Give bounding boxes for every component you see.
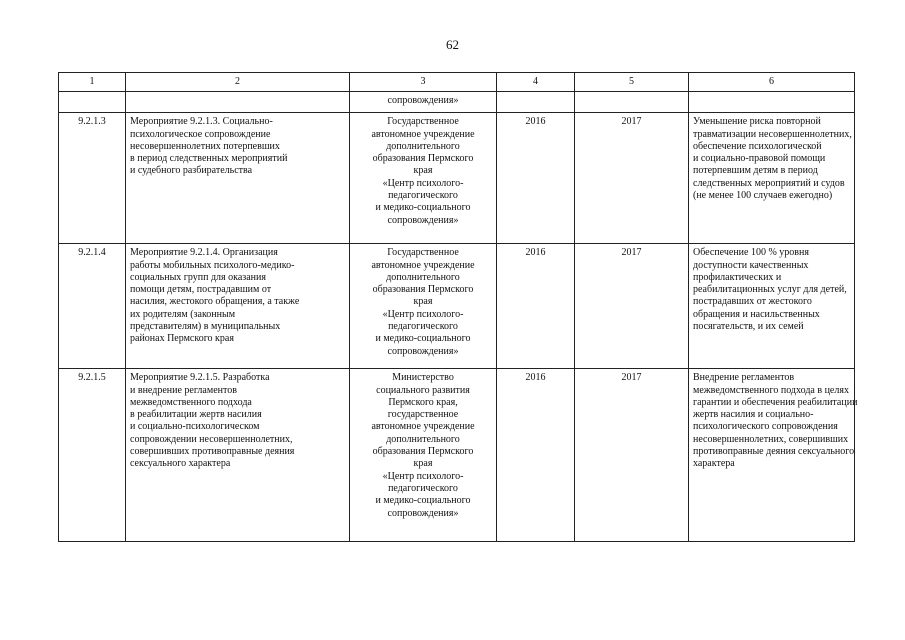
table-row [59, 369, 855, 542]
row-executor-cell-line: социального развития [376, 384, 470, 396]
row-result-cell-line: Внедрение регламентов [693, 372, 795, 384]
row-end-year-cell: 2017 [575, 113, 689, 244]
row-measure-cell-line: сексуального характера [130, 458, 231, 470]
row-result-cell-line: реабилитационных услуг для детей, [693, 284, 847, 296]
row-executor-cell-line: дополнительного [386, 433, 460, 445]
row-measure-cell [126, 113, 350, 244]
row-executor-cell-line: Государственное [387, 247, 459, 259]
table-row [59, 244, 855, 369]
row-result-cell-line: обеспечение психологической [693, 140, 822, 152]
row-code-cell: 9.2.1.5 [59, 369, 126, 542]
row-measure-cell-line: Мероприятие 9.2.1.3. Социально- [130, 116, 273, 128]
row-measure-cell-line: сопровождении несовершеннолетних, [130, 433, 293, 445]
row-executor-cell-line: «Центр психолого- [382, 177, 464, 189]
header-col-3: 3 [350, 73, 497, 92]
row-executor-cell-line: автономное учреждение [371, 421, 475, 433]
row-measure-cell-line: Мероприятие 9.2.1.4. Организация [130, 247, 278, 259]
row-executor-cell-line: «Центр психолого- [382, 470, 464, 482]
header-col-6: 6 [689, 73, 855, 92]
row-executor-cell-line: края [413, 458, 433, 470]
cont-result-cell [689, 92, 855, 113]
cont-code-cell [59, 92, 126, 113]
row-measure-cell-line: совершивших противоправные деяния [130, 446, 295, 458]
row-result-cell-line: потерпевшим детям в период [693, 165, 818, 177]
row-result-cell-line: следственных мероприятий и судов [693, 177, 845, 189]
row-executor-cell-line: сопровождения» [387, 214, 459, 226]
row-result-cell-line: характера [693, 458, 735, 470]
row-executor-cell-line: государственное [387, 409, 459, 421]
row-executor-cell-line: педагогического [388, 190, 458, 202]
cont-executor-line: сопровождения» [387, 95, 459, 107]
row-measure-cell-line: в период следственных мероприятий [130, 153, 288, 165]
row-executor-cell-line: и медико-социального [375, 202, 471, 214]
row-executor-cell-line: образования Пермского [372, 284, 474, 296]
row-measure-cell-line: и социально-психологическом [130, 421, 260, 433]
row-start-year-cell: 2016 [497, 113, 575, 244]
row-result-cell-line: и социально-правовой помощи [693, 153, 826, 165]
row-measure-cell-line: межведомственного подхода [130, 396, 252, 408]
row-measure-cell-line: представителям) в муниципальных [130, 321, 281, 333]
row-measure-cell-line: работы мобильных психолого-медико- [130, 259, 295, 271]
row-executor-cell-line: образования Пермского [372, 153, 474, 165]
row-executor-cell-line: педагогического [388, 321, 458, 333]
continuation-row [59, 92, 855, 113]
row-result-cell-line: профилактических и [693, 271, 782, 283]
row-measure-cell-line: несовершеннолетних потерпевших [130, 140, 280, 152]
row-result-cell-line: гарантии и обеспечения реабилитации [693, 396, 858, 408]
row-code-cell: 9.2.1.4 [59, 244, 126, 369]
row-result-cell-line: жертв насилия и социально- [693, 409, 814, 421]
program-table [58, 72, 858, 542]
row-result-cell-line: межведомственного подхода в целях [693, 384, 849, 396]
row-executor-cell [350, 244, 497, 369]
row-start-year-cell: 2016 [497, 369, 575, 542]
row-end-year-cell: 2017 [575, 244, 689, 369]
row-executor-cell [350, 113, 497, 244]
row-result-cell [689, 113, 855, 244]
row-executor-cell-line: автономное учреждение [371, 259, 475, 271]
row-executor-cell-line: края [413, 296, 433, 308]
header-col-5: 5 [575, 73, 689, 92]
row-measure-cell-line: психологическое сопровождение [130, 128, 271, 140]
row-result-cell-line: доступности качественных [693, 259, 809, 271]
row-measure-cell-line: социальных групп для оказания [130, 271, 266, 283]
row-measure-cell-line: Мероприятие 9.2.1.5. Разработка [130, 372, 270, 384]
row-end-year-cell: 2017 [575, 369, 689, 542]
cont-executor-cell [350, 92, 497, 113]
cont-start-cell [497, 92, 575, 113]
row-executor-cell-line: педагогического [388, 482, 458, 494]
row-result-cell-line: психологического сопровождения [693, 421, 838, 433]
row-result-cell-line: (не менее 100 случаев ежегодно) [693, 190, 833, 202]
row-result-cell [689, 369, 858, 542]
header-col-1: 1 [59, 73, 126, 92]
table-body [59, 113, 858, 542]
row-executor-cell-line: дополнительного [386, 140, 460, 152]
row-code-cell: 9.2.1.3 [59, 113, 126, 244]
row-executor-cell-line: сопровождения» [387, 345, 459, 357]
row-executor-cell-line: дополнительного [386, 271, 460, 283]
header-col-4: 4 [497, 73, 575, 92]
row-result-cell-line: Обеспечение 100 % уровня [693, 247, 809, 259]
row-result-cell-line: несовершеннолетних, совершивших [693, 433, 849, 445]
page-number: 62 [446, 37, 459, 52]
row-start-year-cell: 2016 [497, 244, 575, 369]
row-measure-cell-line: и внедрение регламентов [130, 384, 237, 396]
row-result-cell-line: обращения и насильственных [693, 308, 820, 320]
row-executor-cell-line: и медико-социального [375, 495, 471, 507]
cont-end-cell [575, 92, 689, 113]
row-measure-cell-line: и судебного разбирательства [130, 165, 253, 177]
row-executor-cell-line: образования Пермского [372, 446, 474, 458]
row-executor-cell-line: Государственное [387, 116, 459, 128]
row-measure-cell [126, 244, 350, 369]
row-executor-cell-line: Министерство [392, 372, 454, 384]
header-col-2: 2 [126, 73, 350, 92]
row-measure-cell-line: в реабилитации жертв насилия [130, 409, 262, 421]
row-executor-cell-line: и медико-социального [375, 333, 471, 345]
row-measure-cell-line: районах Пермского края [130, 333, 234, 345]
header-row [59, 73, 855, 92]
row-executor-cell-line: «Центр психолого- [382, 308, 464, 320]
row-result-cell [689, 244, 855, 369]
row-result-cell-line: травматизации несовершеннолетних, [693, 128, 852, 140]
row-measure-cell-line: их родителям (законным [130, 308, 236, 320]
row-result-cell-line: противоправные деяния сексуального [693, 446, 855, 458]
row-executor-cell-line: автономное учреждение [371, 128, 475, 140]
row-executor-cell-line: сопровождения» [387, 507, 459, 519]
row-executor-cell-line: края [413, 165, 433, 177]
row-result-cell-line: Уменьшение риска повторной [693, 116, 821, 128]
row-result-cell-line: пострадавших от жестокого [693, 296, 812, 308]
row-measure-cell-line: помощи детям, пострадавшим от [130, 284, 272, 296]
row-measure-cell-line: насилия, жестокого обращения, а также [130, 296, 300, 308]
table-row [59, 113, 855, 244]
row-result-cell-line: посягательств, и их семей [693, 321, 804, 333]
cont-measure-cell [126, 92, 350, 113]
row-executor-cell [350, 369, 497, 542]
row-measure-cell [126, 369, 350, 542]
row-executor-cell-line: Пермского края, [388, 396, 458, 408]
